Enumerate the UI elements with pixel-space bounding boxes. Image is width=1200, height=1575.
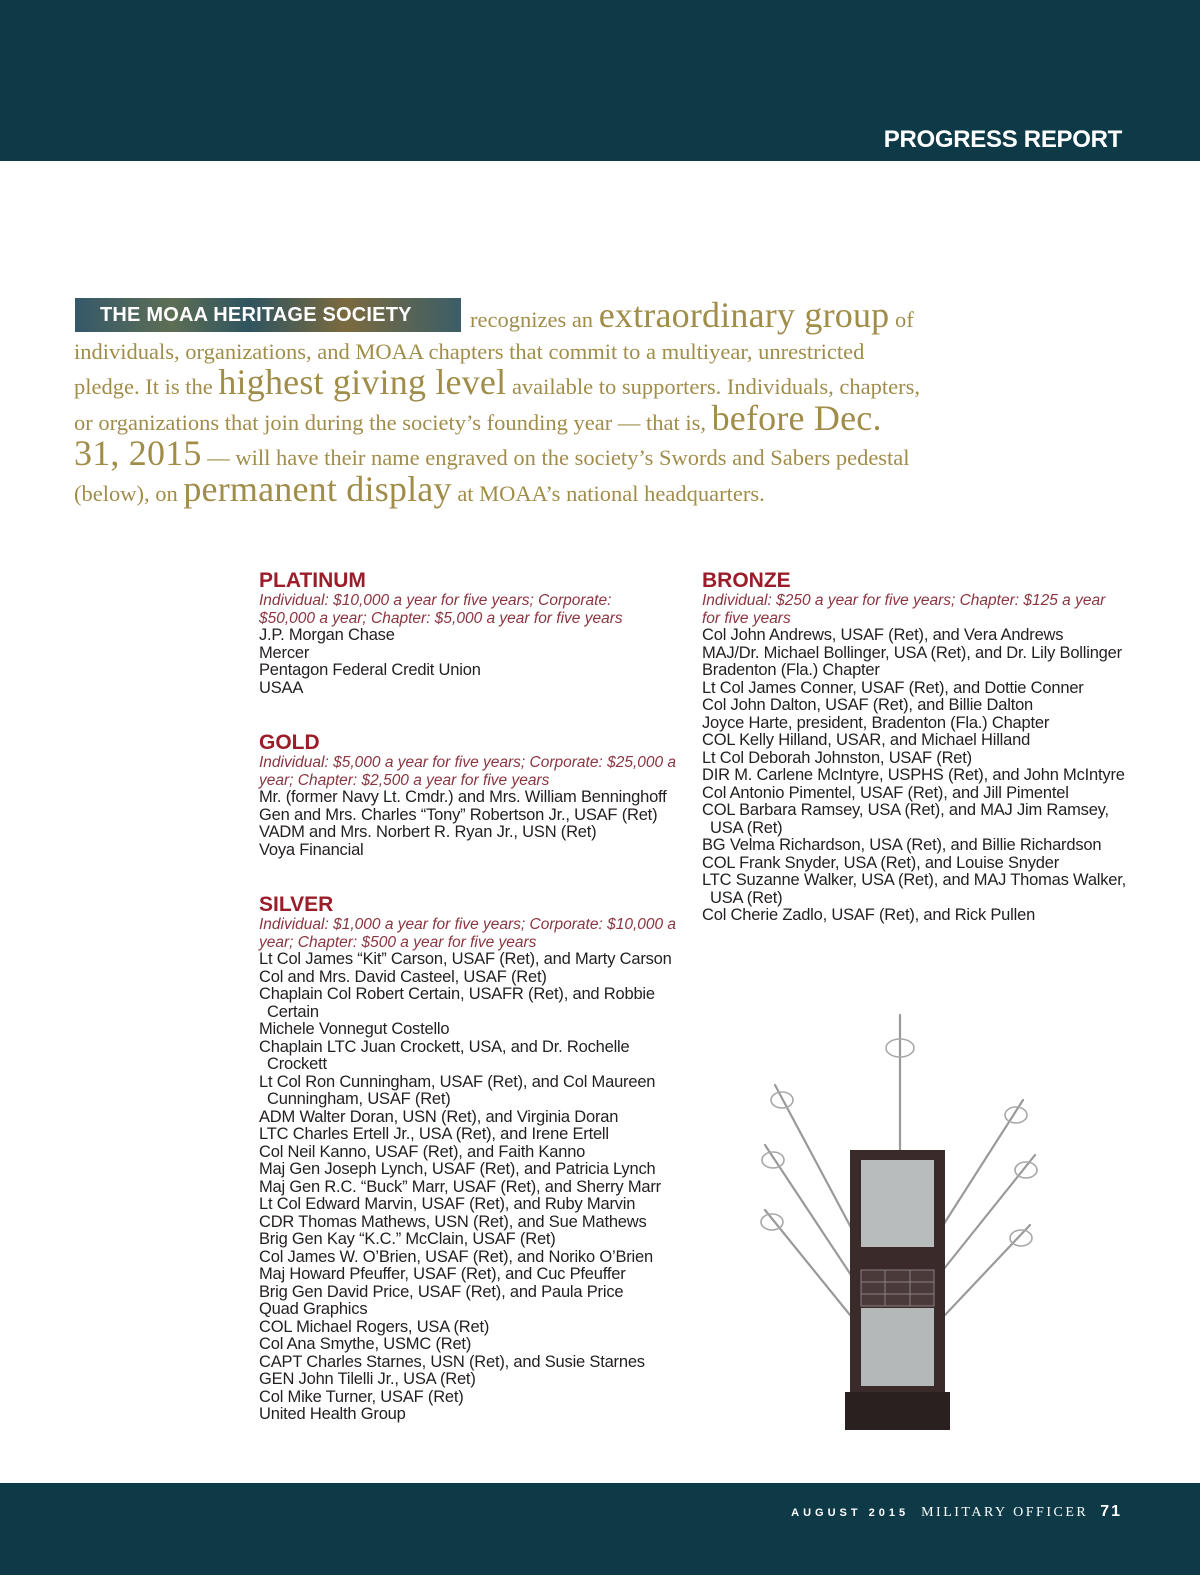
donor-entry: Col John Andrews, USAF (Ret), and Vera Andrews <box>702 626 1064 644</box>
donor-entry: Col Antonio Pimentel, USAF (Ret), and Jill Pimentel <box>702 783 1069 802</box>
donor-entry: Chaplain Col Robert Certain, USAFR (Ret), and Robbie Certain <box>259 985 655 1021</box>
left-sword-2 <box>765 1145 851 1275</box>
tier-platinum <box>259 570 689 697</box>
donor-list <box>259 951 679 1424</box>
donor-entry: LTC Suzanne Walker, USA (Ret), and MAJ Thomas Walker, USA (Ret) <box>702 871 1127 907</box>
right-sword-1 <box>940 1100 1023 1230</box>
issue-date: AUGUST 2015 <box>791 1507 910 1519</box>
donor-entry: Voya Financial <box>259 840 364 859</box>
donor-entry: Bradenton (Fla.) Chapter <box>702 661 880 679</box>
donor-entry: Col James W. O’Brien, USAF (Ret), and Noriko O’Brien <box>259 1247 653 1266</box>
donor-entry: CAPT Charles Starnes, USN (Ret), and Susie Starnes <box>259 1352 645 1371</box>
lower-plaque <box>861 1308 934 1386</box>
donor-entry: Mr. (former Navy Lt. Cmdr.) and Mrs. William Benninghoff <box>259 788 667 806</box>
donor-entry: Michele Vonnegut Costello <box>259 1020 450 1038</box>
donor-list <box>702 627 1127 925</box>
emphasis-deadline: before Dec. 31, 2015 <box>74 397 882 473</box>
donor-entry: Maj Gen Joseph Lynch, USAF (Ret), and Patricia Lynch <box>259 1160 656 1178</box>
donor-entry: LTC Charles Ertell Jr., USA (Ret), and Irene Ertell <box>259 1125 609 1143</box>
donor-entry: Maj Gen R.C. “Buck” Marr, USAF (Ret), and Sherry Marr <box>259 1177 661 1196</box>
donor-entry: United Health Group <box>259 1405 406 1423</box>
footer-band <box>0 1483 1200 1575</box>
donor-entry: Brig Gen David Price, USAF (Ret), and Paula Price <box>259 1282 624 1301</box>
donor-list <box>259 789 689 859</box>
section-label: PROGRESS REPORT <box>883 126 1122 153</box>
tier-terms: Individual: $250 a year for five years; Chapter: $125 a year for five years <box>702 592 1106 627</box>
nameplate-grid <box>861 1270 934 1306</box>
donor-entry: Col Mike Turner, USAF (Ret) <box>259 1387 464 1406</box>
donor-entry: Brig Gen Kay “K.C.” McClain, USAF (Ret) <box>259 1230 556 1248</box>
donor-entry: MAJ/Dr. Michael Bollinger, USA (Ret), and Dr. Lily Bollinger <box>702 643 1122 662</box>
swords-and-sabers-pedestal-image <box>755 1010 1055 1435</box>
tier-terms: Individual: $10,000 a year for five years; Corporate: $50,000 a year; Chapter: $5,000 a year for five years <box>259 592 623 627</box>
donor-entry: Col Neil Kanno, USAF (Ret), and Faith Kanno <box>259 1142 586 1161</box>
tier-title: BRONZE <box>702 569 791 592</box>
donor-entry: Gen and Mrs. Charles “Tony” Robertson Jr., USAF (Ret) <box>259 805 658 824</box>
donor-entry: Col Ana Smythe, USMC (Ret) <box>259 1335 472 1353</box>
donor-entry: Quad Graphics <box>259 1300 368 1318</box>
donor-entry: J.P. Morgan Chase <box>259 626 395 644</box>
donor-entry: Lt Col James Conner, USAF (Ret), and Dottie Conner <box>702 678 1084 697</box>
donor-entry: Col John Dalton, USAF (Ret), and Billie Dalton <box>702 696 1034 714</box>
donor-entry: Lt Col Deborah Johnston, USAF (Ret) <box>702 748 972 767</box>
tier-terms: Individual: $5,000 a year for five years; Corporate: $25,000 a year; Chapter: $2,500 a year for five years <box>259 754 677 789</box>
tier-bronze <box>702 570 1127 925</box>
donor-entry: ADM Walter Doran, USN (Ret), and Virginia Doran <box>259 1107 619 1126</box>
emphasis-permanent-display: permanent display <box>183 468 452 509</box>
heritage-society-banner: THE MOAA HERITAGE SOCIETY <box>75 298 461 332</box>
donor-entry: Lt Col Edward Marvin, USAF (Ret), and Ruby Marvin <box>259 1195 636 1213</box>
donor-entry: Col Cherie Zadlo, USAF (Ret), and Rick Pullen <box>702 906 1036 924</box>
tier-title: SILVER <box>259 893 334 916</box>
emphasis-highest-giving-level: highest giving level <box>218 362 507 402</box>
donor-entry: Lt Col Ron Cunningham, USAF (Ret), and Col Maureen Cunningham, USAF (Ret) <box>259 1072 656 1108</box>
right-sword-3 <box>945 1225 1030 1315</box>
donor-entry: COL Barbara Ramsey, USA (Ret), and MAJ Jim Ramsey, USA (Ret) <box>702 801 1109 837</box>
magazine-name: MILITARY OFFICER <box>921 1505 1089 1520</box>
page-footer <box>791 1503 1122 1521</box>
intro-paragraph: recognizes an extraordinary group of individuals, organizations, and MOAA chapters that commit to a multiyear, unrestricted pledge. It is the highest giving level available to supporters. Individuals, chapters, or organizations that join during the society’s founding year — that is, before Dec. 31, 2015 — will have their name engraved on the society’s Swords and Sabers pedestal (below), on permanent display at MOAA’s national headquarters. <box>74 295 920 509</box>
left-sword-3 <box>765 1210 850 1315</box>
right-sword-2 <box>943 1155 1035 1270</box>
donor-entry: USAA <box>259 678 304 697</box>
donor-entry: Lt Col James “Kit” Carson, USAF (Ret), and Marty Carson <box>259 950 672 968</box>
donor-entry: DIR M. Carlene McIntyre, USPHS (Ret), and John McIntyre <box>702 766 1125 784</box>
donor-entry: COL Michael Rogers, USA (Ret) <box>259 1317 490 1336</box>
donor-entry: Chaplain LTC Juan Crockett, USA, and Dr. Rochelle Crockett <box>259 1037 630 1073</box>
donor-entry: Joyce Harte, president, Bradenton (Fla.) Chapter <box>702 713 1050 732</box>
tier-silver <box>259 894 679 1424</box>
donor-entry: Mercer <box>259 643 310 662</box>
tier-title: PLATINUM <box>259 569 366 592</box>
donor-entry: COL Kelly Hilland, USAR, and Michael Hilland <box>702 731 1031 749</box>
donor-entry: Pentagon Federal Credit Union <box>259 661 481 679</box>
tier-terms: Individual: $1,000 a year for five years; Corporate: $10,000 a year; Chapter: $500 a year for five years <box>259 916 677 951</box>
donor-entry: BG Velma Richardson, USA (Ret), and Billie Richardson <box>702 836 1102 854</box>
tier-gold <box>259 732 689 859</box>
donor-entry: Maj Howard Pfeuffer, USAF (Ret), and Cuc Pfeuffer <box>259 1265 626 1283</box>
tier-title: GOLD <box>259 731 320 754</box>
donor-entry: Col and Mrs. David Casteel, USAF (Ret) <box>259 967 547 986</box>
emphasis-extraordinary-group: extraordinary group <box>598 295 890 335</box>
donor-list <box>259 627 689 697</box>
donor-entry: CDR Thomas Mathews, USN (Ret), and Sue Mathews <box>259 1212 647 1231</box>
donor-entry: VADM and Mrs. Norbert R. Ryan Jr., USN (Ret) <box>259 823 597 841</box>
donor-entry: COL Frank Snyder, USA (Ret), and Louise Snyder <box>702 853 1060 872</box>
upper-plaque <box>861 1160 934 1247</box>
pedestal-base <box>845 1392 950 1430</box>
donor-entry: GEN John Tilelli Jr., USA (Ret) <box>259 1370 476 1388</box>
page-number: 71 <box>1100 1503 1122 1520</box>
